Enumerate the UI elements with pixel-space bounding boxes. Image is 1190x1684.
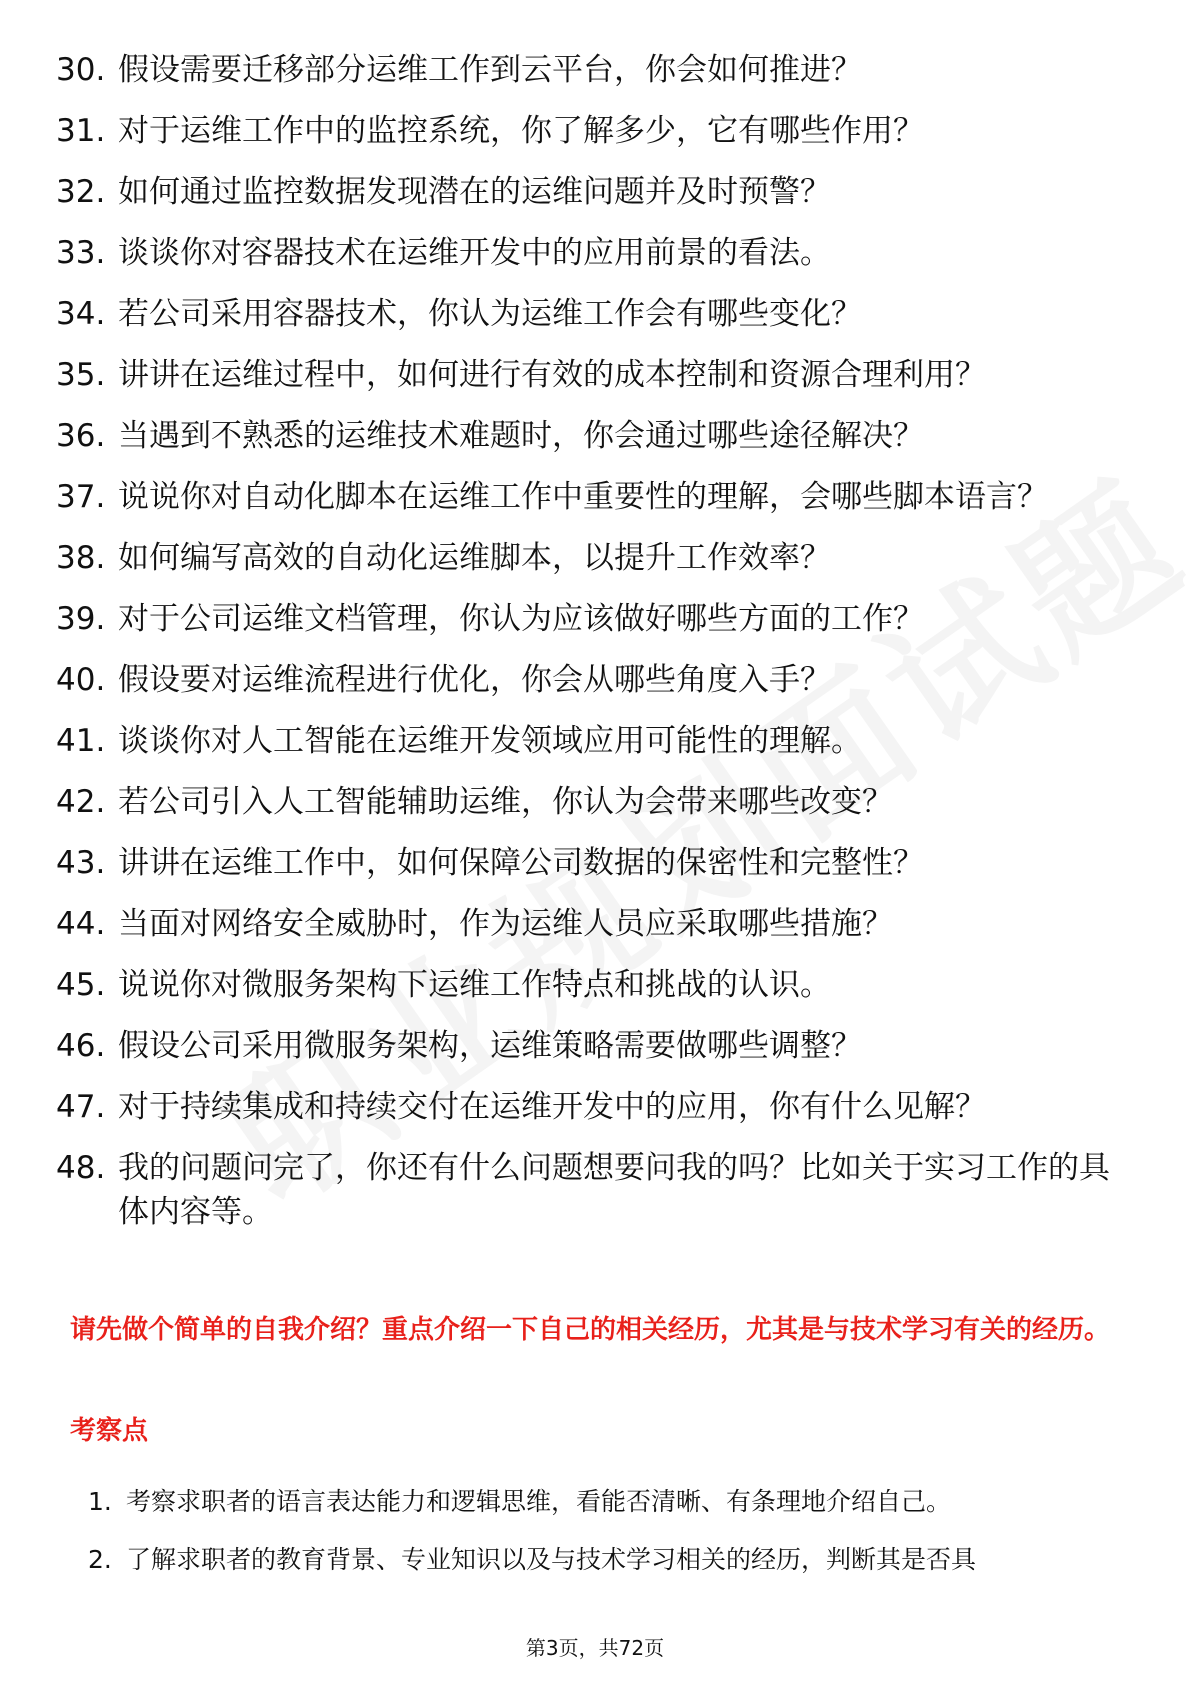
- question-text: 我的问题问完了，你还有什么问题想要问我的吗？比如关于实习工作的具体内容等。: [118, 1150, 1110, 1230]
- question-number: 46.: [56, 1028, 106, 1064]
- question-item: [56, 414, 1126, 458]
- question-text: 讲讲在运维工作中，如何保障公司数据的保密性和完整性？: [118, 845, 924, 881]
- question-item: [56, 780, 1126, 824]
- question-item: [56, 963, 1126, 1007]
- question-text: 对于持续集成和持续交付在运维开发中的应用，你有什么见解？: [118, 1089, 986, 1125]
- question-text: 对于公司运维文档管理，你认为应该做好哪些方面的工作？: [118, 601, 924, 637]
- question-list: [56, 48, 1126, 1251]
- question-text: 假设公司采用微服务架构，运维策略需要做哪些调整？: [118, 1028, 862, 1064]
- question-item: [56, 1146, 1126, 1234]
- question-text: 若公司引入人工智能辅助运维，你认为会带来哪些改变？: [118, 784, 893, 820]
- question-number: 36.: [56, 418, 106, 454]
- question-item: [56, 231, 1126, 275]
- question-number: 47.: [56, 1089, 106, 1125]
- point-number: 1.: [88, 1487, 112, 1516]
- question-item: [56, 353, 1126, 397]
- question-item: [56, 597, 1126, 641]
- section-subheading: 考察点: [70, 1416, 149, 1446]
- question-text: 假设需要迁移部分运维工作到云平台，你会如何推进？: [118, 52, 862, 88]
- question-item: [56, 719, 1126, 763]
- question-text: 假设要对运维流程进行优化，你会从哪些角度入手？: [118, 662, 831, 698]
- point-text: 考察求职者的语言表达能力和逻辑思维，看能否清晰、有条理地介绍自己。: [126, 1487, 952, 1516]
- question-item: [56, 170, 1126, 214]
- question-text: 谈谈你对容器技术在运维开发中的应用前景的看法。: [118, 235, 831, 271]
- question-item: [56, 109, 1126, 153]
- question-item: [56, 1024, 1126, 1068]
- question-item: [56, 536, 1126, 580]
- question-item: [56, 902, 1126, 946]
- point-text: 了解求职者的教育背景、专业知识以及与技术学习相关的经历，判断其是否具: [126, 1545, 977, 1574]
- question-number: 43.: [56, 845, 106, 881]
- question-item: [56, 475, 1126, 519]
- question-number: 39.: [56, 601, 106, 637]
- question-number: 31.: [56, 113, 106, 149]
- question-number: 44.: [56, 906, 106, 942]
- question-number: 42.: [56, 784, 106, 820]
- question-item: [56, 292, 1126, 336]
- question-number: 45.: [56, 967, 106, 1003]
- question-text: 谈谈你对人工智能在运维开发领域应用可能性的理解。: [118, 723, 862, 759]
- question-text: 当遇到不熟悉的运维技术难题时，你会通过哪些途径解决？: [118, 418, 924, 454]
- question-item: [56, 1085, 1126, 1129]
- assessment-point: [88, 1542, 1128, 1578]
- question-number: 38.: [56, 540, 106, 576]
- question-text: 说说你对自动化脚本在运维工作中重要性的理解，会哪些脚本语言？: [118, 479, 1048, 515]
- question-item: [56, 48, 1126, 92]
- assessment-points-list: [88, 1484, 1128, 1600]
- question-number: 30.: [56, 52, 106, 88]
- question-number: 37.: [56, 479, 106, 515]
- question-number: 32.: [56, 174, 106, 210]
- question-text: 对于运维工作中的监控系统，你了解多少，它有哪些作用？: [118, 113, 924, 149]
- assessment-point: [88, 1484, 1128, 1520]
- page-footer: 第3页，共72页: [525, 1636, 665, 1660]
- question-number: 34.: [56, 296, 106, 332]
- question-text: 如何通过监控数据发现潜在的运维问题并及时预警？: [118, 174, 831, 210]
- question-text: 当面对网络安全威胁时，作为运维人员应采取哪些措施？: [118, 906, 893, 942]
- question-text: 讲讲在运维过程中，如何进行有效的成本控制和资源合理利用？: [118, 357, 986, 393]
- question-text: 说说你对微服务架构下运维工作特点和挑战的认识。: [118, 967, 831, 1003]
- question-number: 48.: [56, 1150, 106, 1186]
- question-text: 如何编写高效的自动化运维脚本，以提升工作效率？: [118, 540, 831, 576]
- question-item: [56, 658, 1126, 702]
- question-text: 若公司采用容器技术，你认为运维工作会有哪些变化？: [118, 296, 862, 332]
- question-number: 41.: [56, 723, 106, 759]
- section-heading: 请先做个简单的自我介绍？重点介绍一下自己的相关经历，尤其是与技术学习有关的经历。: [70, 1315, 1111, 1345]
- point-number: 2.: [88, 1545, 112, 1574]
- question-number: 35.: [56, 357, 106, 393]
- question-item: [56, 841, 1126, 885]
- question-number: 33.: [56, 235, 106, 271]
- question-number: 40.: [56, 662, 106, 698]
